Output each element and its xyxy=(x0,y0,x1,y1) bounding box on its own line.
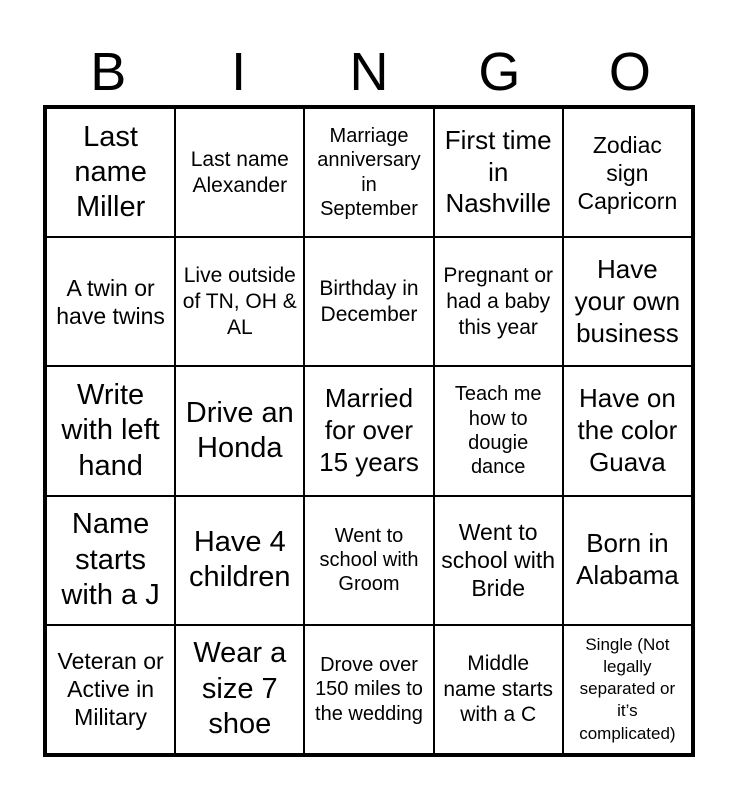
bingo-cell[interactable]: Pregnant or had a baby this year xyxy=(434,237,563,366)
header-letter-g: G xyxy=(478,42,521,102)
header-letter-i: I xyxy=(231,42,247,102)
bingo-cell[interactable]: Last name Alexander xyxy=(175,108,304,237)
bingo-grid xyxy=(43,105,695,757)
bingo-cell[interactable]: Write with left hand xyxy=(46,366,175,495)
header-letter-o: O xyxy=(608,42,651,102)
header-letter-b: B xyxy=(90,42,127,102)
bingo-cell[interactable]: Name starts with a J xyxy=(46,496,175,625)
bingo-cell[interactable]: Zodiac sign Capricorn xyxy=(563,108,692,237)
bingo-cell[interactable]: Birthday in December xyxy=(304,237,433,366)
bingo-cell[interactable]: Have 4 children xyxy=(175,496,304,625)
bingo-cell[interactable]: Born in Alabama xyxy=(563,496,692,625)
bingo-cell[interactable]: Went to school with Groom xyxy=(304,496,433,625)
bingo-cell[interactable]: Teach me how to dougie dance xyxy=(434,366,563,495)
bingo-cell[interactable]: A twin or have twins xyxy=(46,237,175,366)
bingo-cell[interactable]: Wear a size 7 shoe xyxy=(175,625,304,754)
bingo-cell[interactable]: Went to school with Bride xyxy=(434,496,563,625)
bingo-cell[interactable]: Single (Not legally separated or it’s complicated) xyxy=(563,625,692,754)
bingo-cell[interactable]: First time in Nashville xyxy=(434,108,563,237)
bingo-cell[interactable]: Marriage anniversary in September xyxy=(304,108,433,237)
bingo-cell[interactable]: Last name Miller xyxy=(46,108,175,237)
bingo-cell[interactable]: Live outside of TN, OH & AL xyxy=(175,237,304,366)
bingo-cell[interactable]: Drive an Honda xyxy=(175,366,304,495)
bingo-cell[interactable]: Drove over 150 miles to the wedding xyxy=(304,625,433,754)
header-letter-n: N xyxy=(349,42,389,102)
bingo-cell[interactable]: Veteran or Active in Military xyxy=(46,625,175,754)
bingo-cell[interactable]: Married for over 15 years xyxy=(304,366,433,495)
bingo-cell[interactable]: Middle name starts with a C xyxy=(434,625,563,754)
bingo-cell[interactable]: Have your own business xyxy=(563,237,692,366)
bingo-cell[interactable]: Have on the color Guava xyxy=(563,366,692,495)
bingo-header xyxy=(43,42,695,102)
